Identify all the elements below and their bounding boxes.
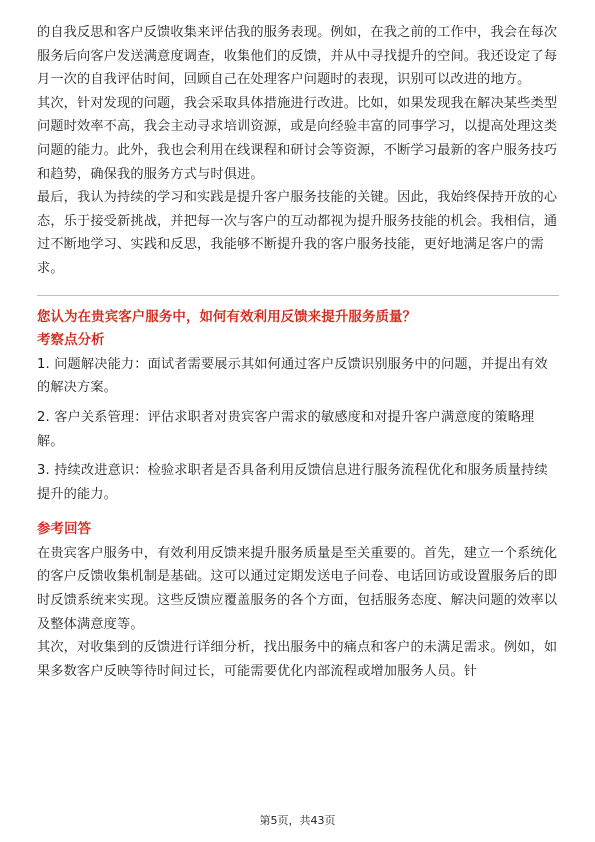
- analysis-heading: 考察点分析: [37, 333, 105, 349]
- section-divider: [37, 295, 559, 296]
- analysis-item: 1. 问题解决能力：面试者需要展示其如何通过客户反馈识别服务中的问题，并提出有效的解决方案。: [37, 356, 548, 396]
- body-paragraph: 最后，我认为持续的学习和实践是提升客户服务技能的关键。因此，我始终保持开放的心态，乐于接受新挑战，并把每一次与客户的互动都视为提升服务技能的机会。我相信，通过不断地学习、实践和反思，我能够不断提升我的客户服务技能，更好地满足客户的需求。: [37, 190, 558, 276]
- analysis-item: 2. 客户关系管理：评估求职者对贵宾客户需求的敏感度和对提升客户满意度的策略理解。: [37, 409, 535, 449]
- reference-paragraph: 其次，对收集到的反馈进行详细分析，找出服务中的痛点和客户的未满足需求。例如，如果多数客户反映等待时间过长，可能需要优化内部流程或增加服务人员。针: [37, 640, 558, 679]
- body-paragraph: 的自我反思和客户反馈收集来评估我的服务表现。例如，在我之前的工作中，我会在每次服务后向客户发送满意度调查，收集他们的反馈，并从中寻找提升的空间。我还设定了每月一次的自我评估时间，回顾自己在处理客户问题时的表现，识别可以改进的地方。: [37, 25, 558, 88]
- reference-heading: 参考回答: [37, 522, 92, 538]
- analysis-item: 3. 持续改进意识：检验求职者是否具备利用反馈信息进行服务流程优化和服务质量持续提升的能力。: [37, 463, 548, 502]
- page-number: 第5页，共43页: [259, 814, 336, 827]
- question-heading: 您认为在贵宾客户服务中，如何有效利用反馈来提升服务质量？: [37, 309, 417, 325]
- body-paragraph: 其次，针对发现的问题，我会采取具体措施进行改进。比如，如果发现我在解决某些类型问题时效率不高，我会主动寻求培训资源，或是向经验丰富的同事学习，以提高处理这类问题的能力。此外，我也会利用在线课程和研讨会等资源，不断学习最新的客户服务技巧和趋势，确保我的服务方式与时俱进。: [37, 95, 558, 182]
- page-content: [37, 21, 559, 683]
- reference-paragraph: 在贵宾客户服务中，有效利用反馈来提升服务质量是至关重要的。首先，建立一个系统化的客户反馈收集机制是基础。这可以通过定期发送电子问卷、电话回访或设置服务后的即时反馈系统来实现。这些反馈应覆盖服务的各个方面，包括服务态度、解决问题的效率以及整体满意度等。: [37, 545, 558, 632]
